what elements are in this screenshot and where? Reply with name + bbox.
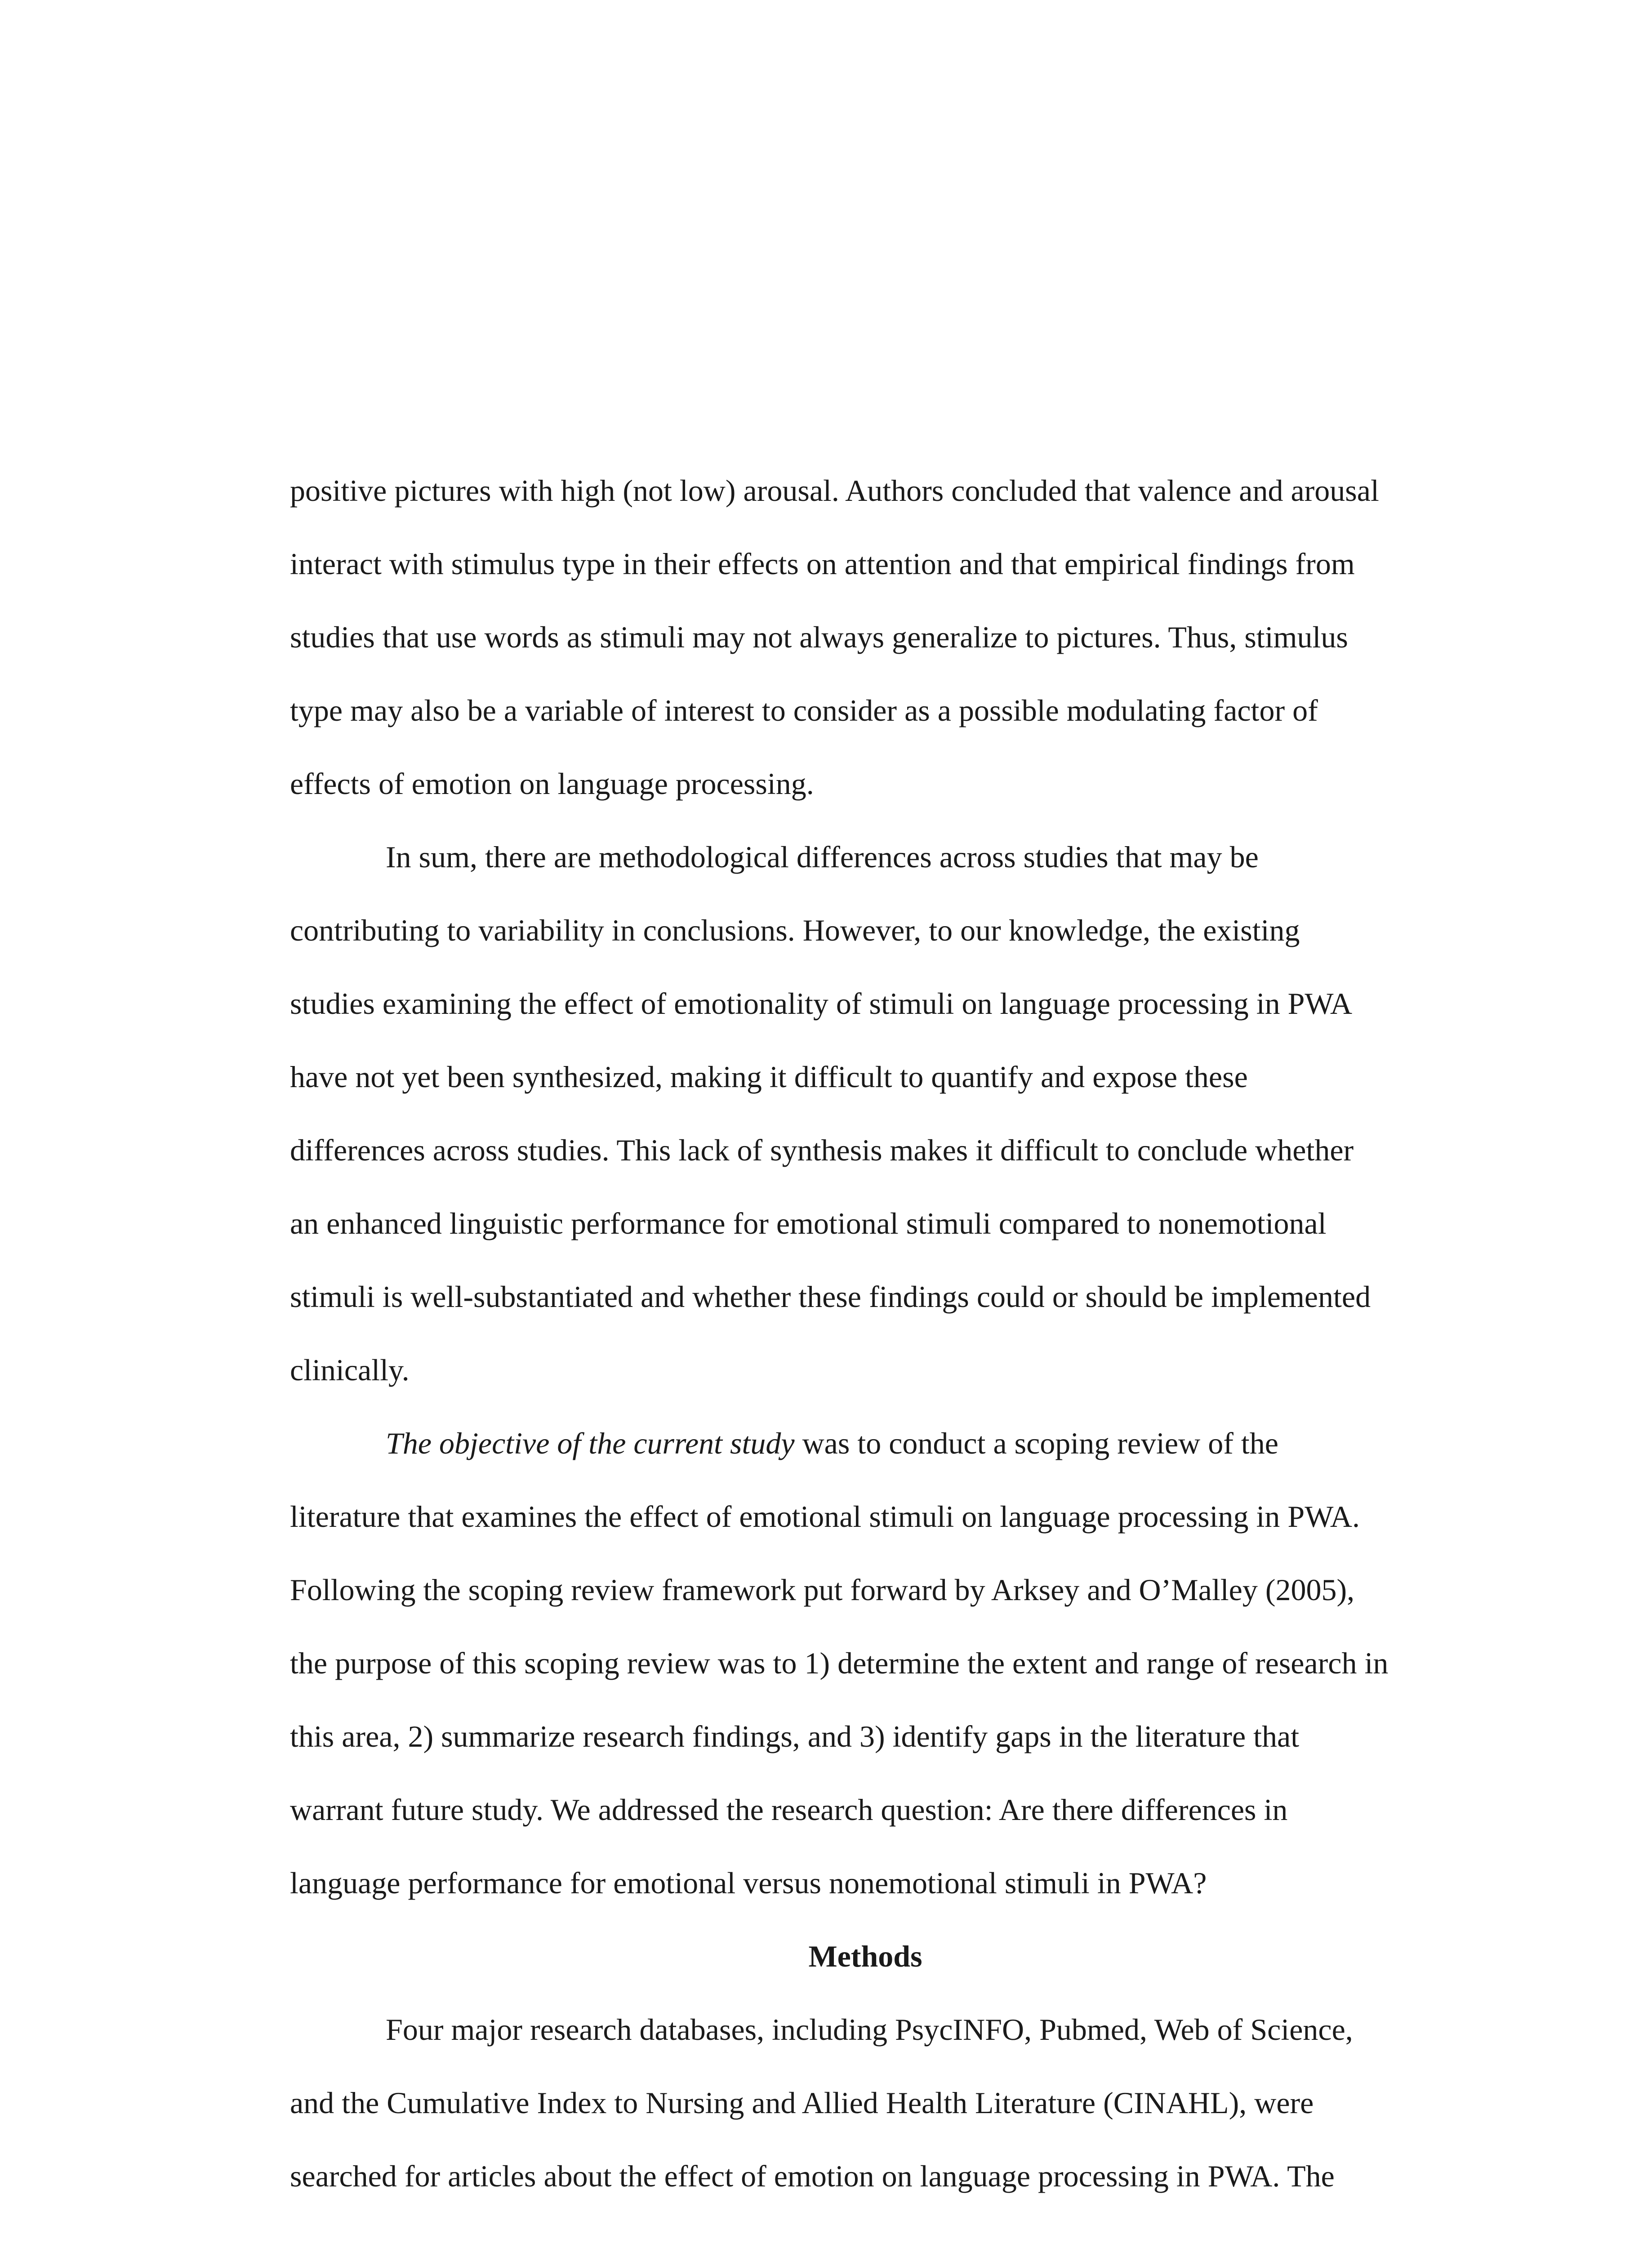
text-line: Following the scoping review framework put forward by Arksey and O’Malley (2005), <box>290 1573 1355 1607</box>
text-line: language performance for emotional versus nonemotional stimuli in PWA? <box>290 1866 1207 1900</box>
text-line: positive pictures with high (not low) arousal. Authors concluded that valence and arousal <box>290 473 1379 508</box>
text-line: effects of emotion on language processing. <box>290 767 814 801</box>
section-heading-methods <box>290 1920 1441 1993</box>
text-line: literature that examines the effect of emotional stimuli on language processing in PWA. <box>290 1499 1360 1534</box>
text-line: an enhanced linguistic performance for emotional stimuli compared to nonemotional <box>290 1206 1327 1240</box>
text-line: differences across studies. This lack of synthesis makes it difficult to conclude whether <box>290 1133 1354 1167</box>
paragraph-stimulus-type <box>290 454 1441 821</box>
paragraph-objective <box>290 1407 1441 1920</box>
text-line: studies examining the effect of emotionality of stimuli on language processing in PWA <box>290 986 1353 1021</box>
objective-italic-phrase: The objective of the current study <box>386 1426 795 1460</box>
text-line: have not yet been synthesized, making it difficult to quantify and expose these <box>290 1060 1248 1094</box>
text-line <box>290 1407 1441 1480</box>
text-line: In sum, there are methodological differences across studies that may be <box>386 840 1259 874</box>
paragraph-in-sum <box>290 821 1441 1407</box>
text-line: Four major research databases, including PsycINFO, Pubmed, Web of Science, <box>386 2012 1353 2047</box>
text-line: interact with stimulus type in their effects on attention and that empirical findings from <box>290 547 1355 581</box>
text-line: contributing to variability in conclusions. However, to our knowledge, the existing <box>290 913 1300 947</box>
heading-text: Methods <box>808 1939 922 1973</box>
text-line: studies that use words as stimuli may not always generalize to pictures. Thus, stimulus <box>290 620 1348 654</box>
objective-first-line-rest: was to conduct a scoping review of the <box>794 1426 1278 1460</box>
text-line: this area, 2) summarize research findings, and 3) identify gaps in the literature that <box>290 1719 1300 1753</box>
text-line: stimuli is well-substantiated and whether these findings could or should be implemented <box>290 1280 1371 1314</box>
text-line: warrant future study. We addressed the research question: Are there differences in <box>290 1793 1288 1827</box>
text-line: and the Cumulative Index to Nursing and Allied Health Literature (CINAHL), were <box>290 2086 1314 2120</box>
text-line: type may also be a variable of interest to consider as a possible modulating factor of <box>290 693 1318 727</box>
body-text <box>290 454 1441 2213</box>
paragraph-methods <box>290 1993 1441 2213</box>
text-line: the purpose of this scoping review was to 1) determine the extent and range of research in <box>290 1646 1389 1680</box>
text-line: clinically. <box>290 1353 410 1387</box>
text-line: searched for articles about the effect of emotion on language processing in PWA. The <box>290 2159 1335 2193</box>
